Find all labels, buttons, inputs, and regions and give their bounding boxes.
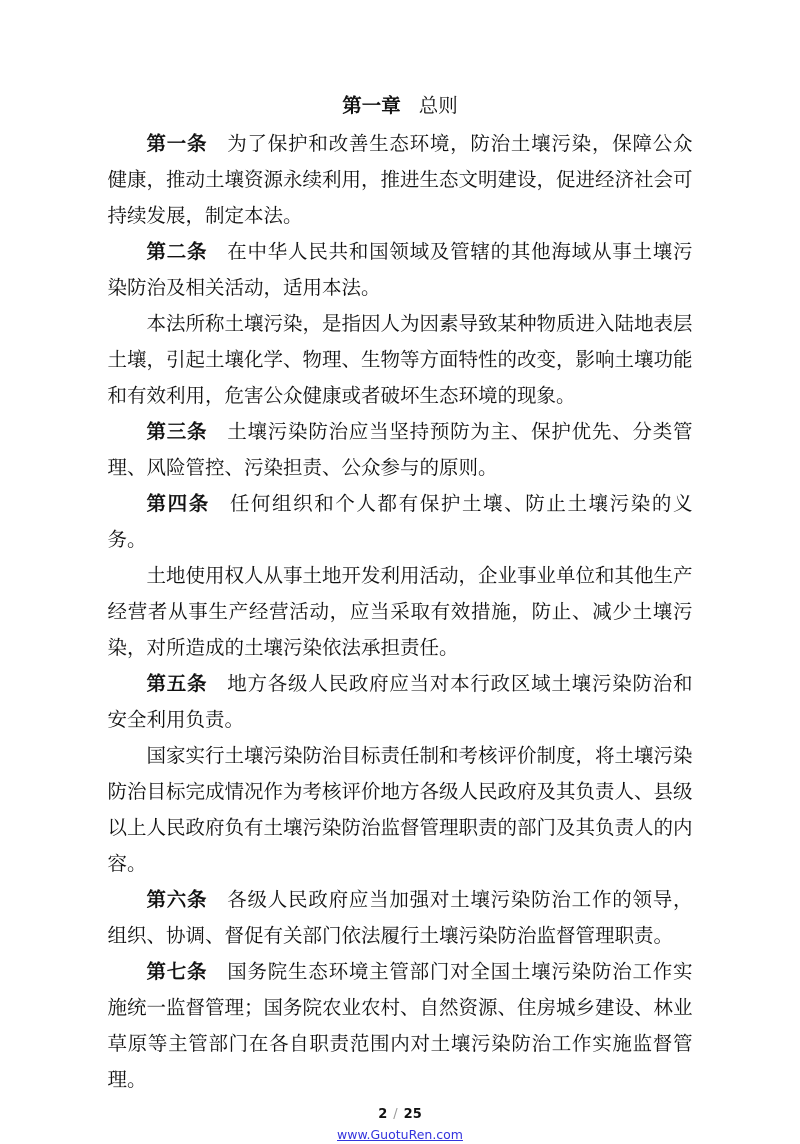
article-label: 第六条	[146, 888, 208, 911]
article-paragraph	[108, 486, 693, 558]
article-label: 第三条	[146, 420, 208, 443]
chapter-title: 总则	[418, 94, 458, 117]
article-paragraph	[108, 666, 693, 738]
footer-link-text[interactable]: www.GuotuRen.com	[337, 1127, 463, 1142]
article-paragraph	[108, 234, 693, 306]
article-label: 第二条	[146, 240, 208, 263]
footer-link[interactable]	[0, 1126, 800, 1144]
article-text: 本法所称土壤污染，是指因人为因素导致某种物质进入陆地表层土壤，引起土壤化学、物理、生物等方面特性的改变，影响土壤功能和有效利用，危害公众健康或者破坏生态环境的现象。	[107, 312, 693, 407]
chapter-heading	[108, 88, 693, 124]
article-paragraph	[108, 414, 693, 486]
chapter-number: 第一章	[342, 94, 401, 117]
article-text: 土地使用权人从事土地开发利用活动，企业事业单位和其他生产经营者从事生产经营活动，应当采取有效措施，防止、减少土壤污染，对所造成的土壤污染依法承担责任。	[107, 564, 693, 659]
article-text: 为了保护和改善生态环境，防治土壤污染，保障公众健康，推动土壤资源永续利用，推进生态文明建设，促进经济社会可持续发展，制定本法。	[107, 132, 693, 227]
total-pages: 25	[403, 1107, 422, 1122]
article-label: 第一条	[146, 132, 208, 155]
page-number	[0, 1106, 800, 1124]
page-separator: /	[393, 1107, 398, 1122]
article-label: 第四条	[146, 492, 210, 515]
article-paragraph	[108, 882, 693, 954]
document-body	[108, 88, 693, 1098]
article-label: 第七条	[146, 960, 208, 983]
article-paragraph	[108, 558, 693, 666]
article-text: 在中华人民共和国领域及管辖的其他海域从事土壤污染防治及相关活动，适用本法。	[107, 240, 693, 299]
article-text: 国务院生态环境主管部门对全国土壤污染防治工作实施统一监督管理；国务院农业农村、自然资源、住房城乡建设、林业草原等主管部门在各自职责范围内对土壤污染防治工作实施监督管理。	[107, 960, 693, 1091]
article-text: 任何组织和个人都有保护土壤、防止土壤污染的义务。	[107, 492, 693, 551]
article-paragraph	[108, 306, 693, 414]
article-label: 第五条	[146, 672, 208, 695]
article-text: 地方各级人民政府应当对本行政区域土壤污染防治和安全利用负责。	[107, 672, 693, 731]
article-text: 国家实行土壤污染防治目标责任制和考核评价制度，将土壤污染防治目标完成情况作为考核评价地方各级人民政府及其负责人、县级以上人民政府负有土壤污染防治监督管理职责的部门及其负责人的内容。	[107, 744, 693, 875]
article-text: 各级人民政府应当加强对土壤污染防治工作的领导，组织、协调、督促有关部门依法履行土壤污染防治监督管理职责。	[107, 888, 693, 947]
paragraph-list	[108, 126, 693, 1098]
article-paragraph	[108, 954, 693, 1098]
article-paragraph	[108, 738, 693, 882]
article-text: 土壤污染防治应当坚持预防为主、保护优先、分类管理、风险管控、污染担责、公众参与的原则。	[107, 420, 693, 479]
current-page: 2	[378, 1107, 388, 1122]
article-paragraph	[108, 126, 693, 234]
